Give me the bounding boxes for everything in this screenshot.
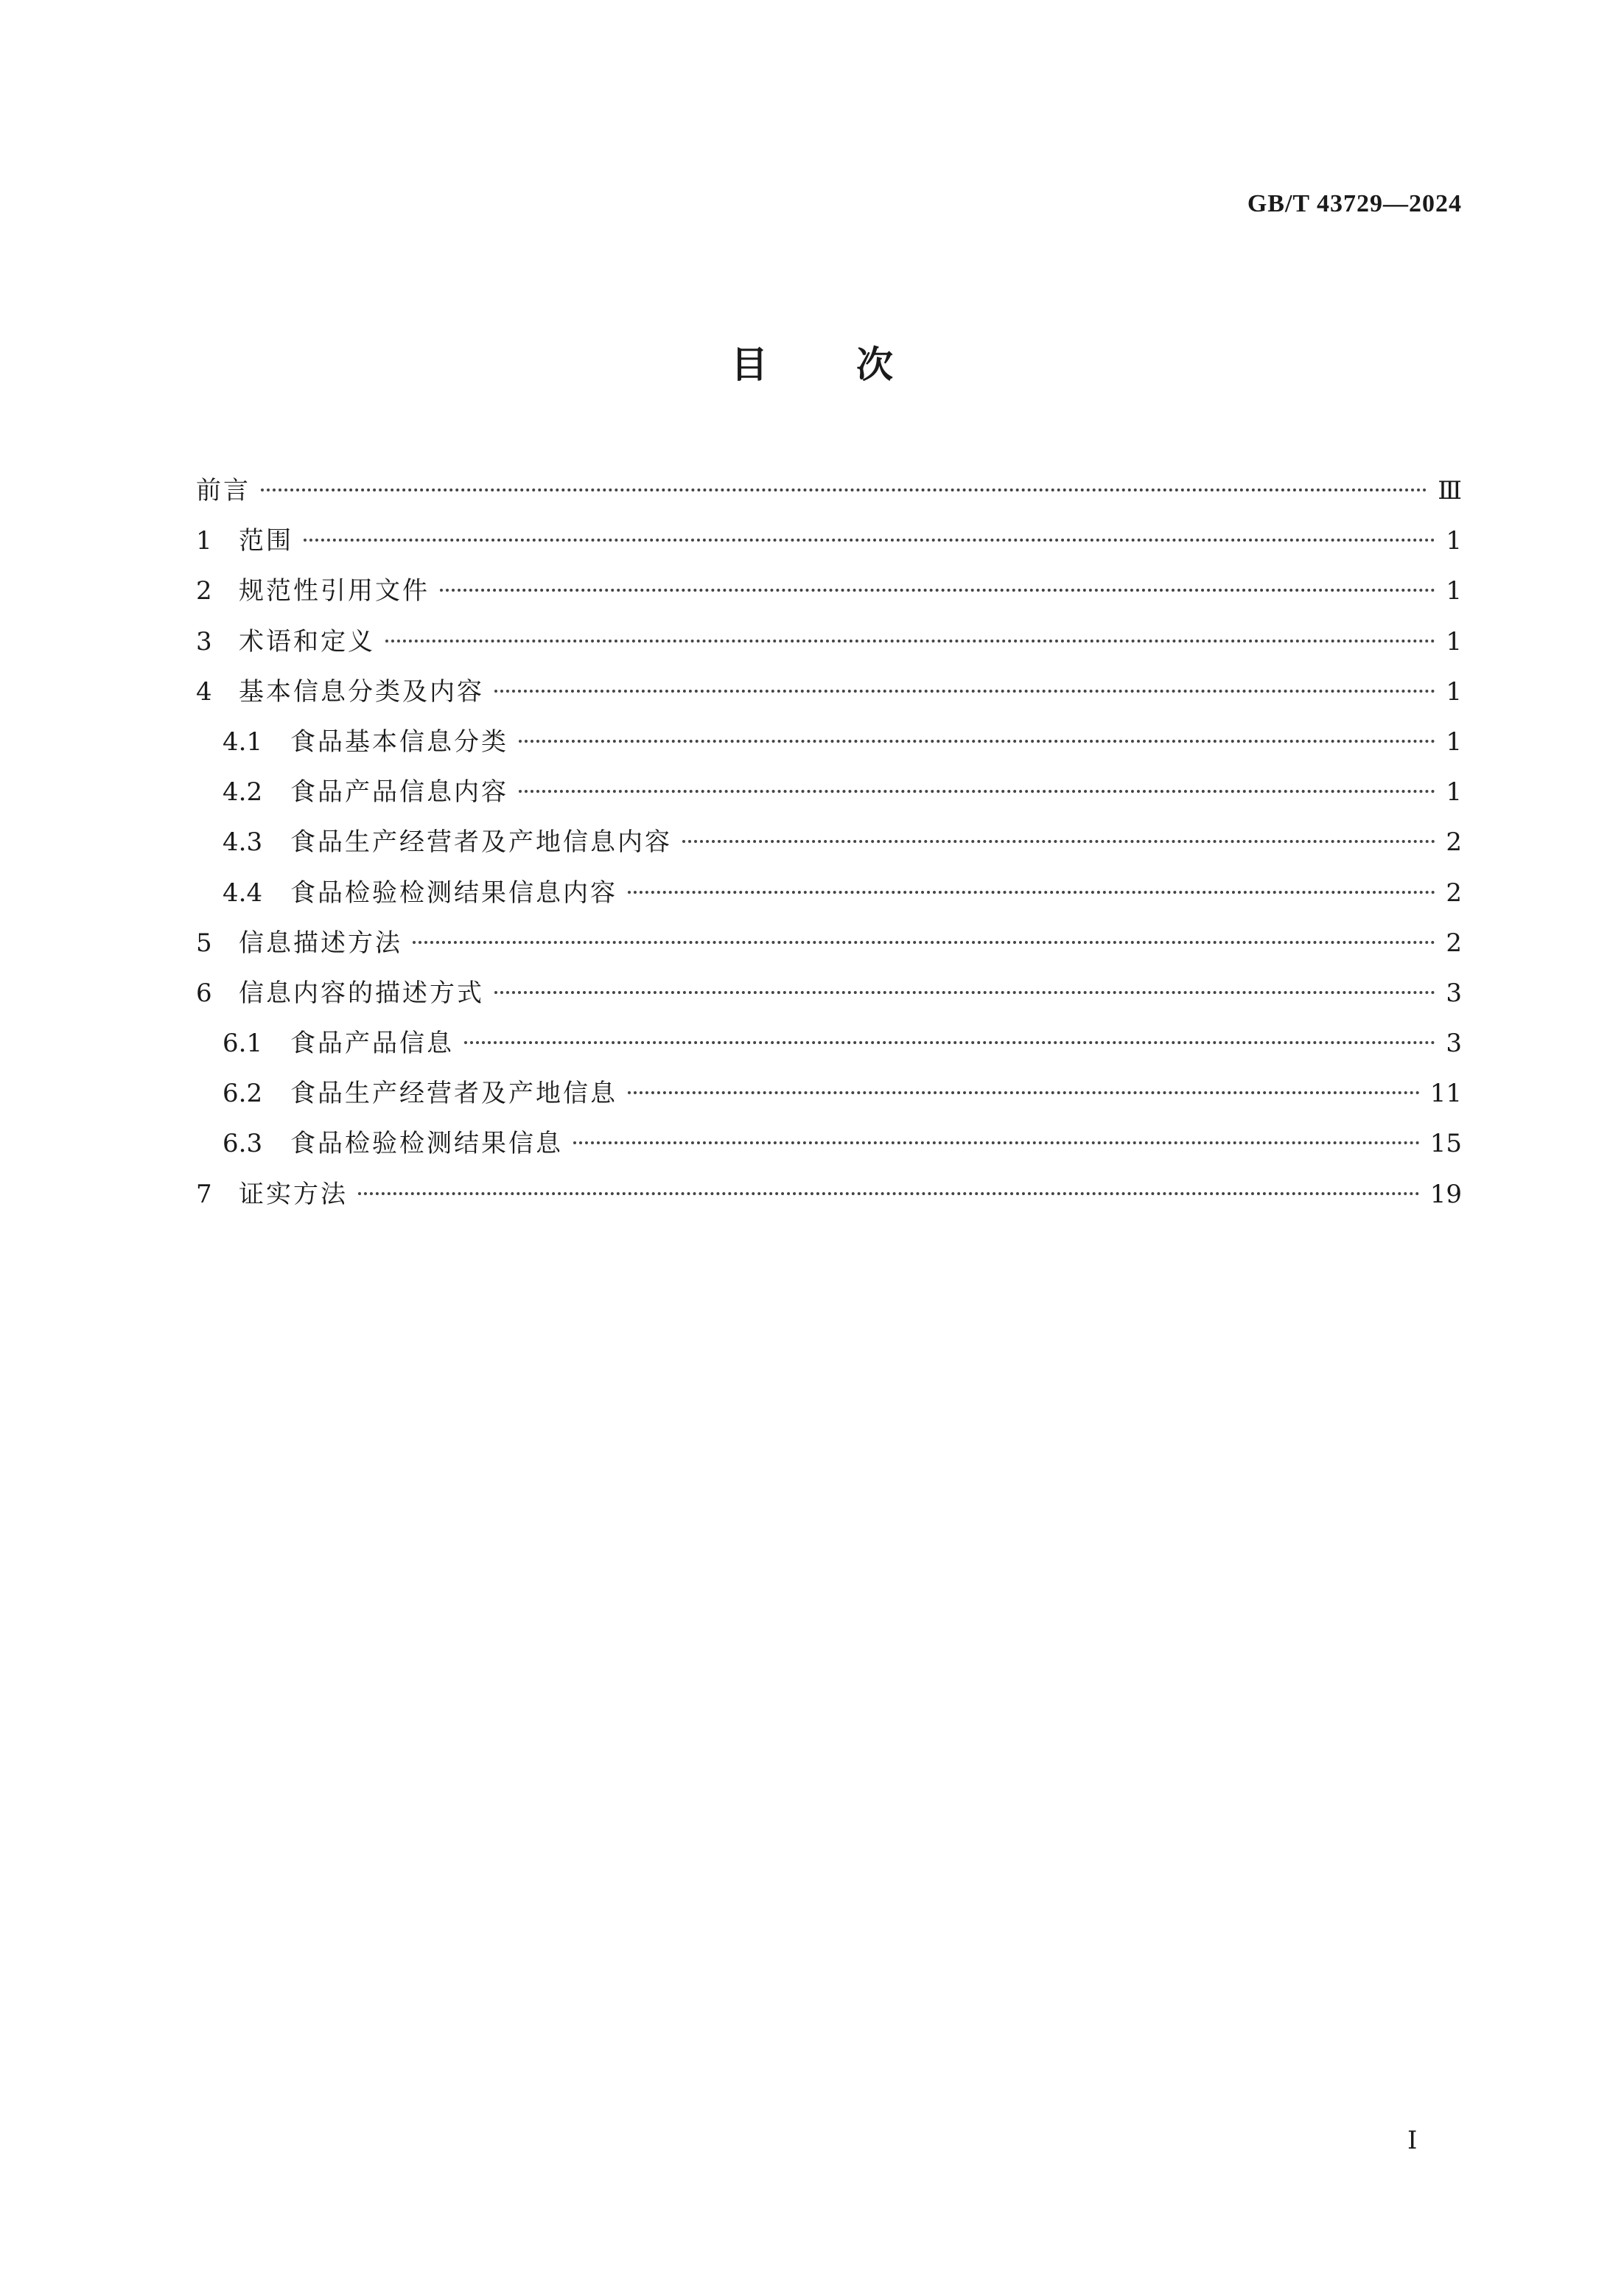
toc-dot-leader <box>628 891 1435 894</box>
toc-entry[interactable] <box>196 1068 1462 1119</box>
table-of-contents <box>196 466 1462 1219</box>
toc-dot-leader <box>358 1192 1420 1195</box>
toc-entry-page: 1 <box>1446 626 1462 657</box>
toc-entry-number: 4.4 <box>223 878 263 908</box>
toc-entry-number: 7 <box>196 1179 212 1209</box>
toc-entry-number: 5 <box>196 928 212 958</box>
toc-entry-label: 证实方法 <box>239 1179 348 1209</box>
toc-entry-number: 6.2 <box>223 1079 263 1109</box>
toc-entry-number: 4.2 <box>223 777 263 808</box>
toc-entry[interactable] <box>196 817 1462 867</box>
page-title: 目次 <box>731 343 981 386</box>
toc-entry[interactable] <box>196 566 1462 616</box>
toc-entry-page: 2 <box>1446 878 1462 908</box>
toc-entry-number: 1 <box>196 526 212 556</box>
toc-entry-page: 1 <box>1446 576 1462 606</box>
page-number: I <box>1407 2126 1418 2155</box>
toc-entry[interactable] <box>196 1169 1462 1219</box>
toc-entry[interactable] <box>196 1119 1462 1169</box>
toc-entry-number: 2 <box>196 576 212 606</box>
toc-entry-label: 食品生产经营者及产地信息内容 <box>290 827 672 858</box>
toc-entry-label: 规范性引用文件 <box>239 576 430 606</box>
toc-entry-page: 3 <box>1446 1029 1462 1059</box>
toc-entry-page: Ⅲ <box>1438 476 1462 505</box>
toc-entry-label: 食品基本信息分类 <box>290 727 508 757</box>
toc-entry-number: 6.3 <box>223 1129 263 1159</box>
toc-dot-leader <box>573 1141 1420 1144</box>
toc-entry[interactable] <box>196 516 1462 566</box>
toc-entry-page: 1 <box>1446 526 1462 556</box>
toc-dot-leader <box>628 1091 1420 1094</box>
toc-entry-page: 15 <box>1429 1129 1462 1159</box>
toc-entry-label: 食品生产经营者及产地信息 <box>290 1079 617 1109</box>
toc-entry[interactable] <box>196 868 1462 918</box>
toc-entry-label: 信息内容的描述方式 <box>239 978 484 1008</box>
toc-entry[interactable] <box>196 918 1462 968</box>
toc-entry-number: 6.1 <box>223 1029 263 1059</box>
toc-entry-page: 1 <box>1446 727 1462 757</box>
toc-dot-leader <box>519 790 1435 793</box>
toc-dot-leader <box>494 991 1435 994</box>
toc-entry-label: 范围 <box>239 526 293 556</box>
toc-entry-label: 信息描述方法 <box>239 928 402 958</box>
toc-dot-leader <box>494 690 1435 693</box>
toc-entry[interactable] <box>196 1018 1462 1068</box>
toc-dot-leader <box>440 589 1435 592</box>
toc-entry-label: 食品检验检测结果信息 <box>290 1129 563 1159</box>
toc-entry[interactable] <box>196 667 1462 717</box>
toc-dot-leader <box>682 840 1435 843</box>
toc-entry-page: 11 <box>1429 1079 1462 1109</box>
toc-dot-leader <box>519 740 1435 743</box>
toc-dot-leader <box>413 941 1435 944</box>
toc-entry[interactable] <box>196 717 1462 767</box>
toc-entry[interactable] <box>196 617 1462 667</box>
toc-entry-number: 4.1 <box>223 727 263 757</box>
toc-entry-number: 4.3 <box>223 827 263 858</box>
toc-entry-page: 1 <box>1446 777 1462 808</box>
toc-entry-page: 19 <box>1429 1179 1462 1209</box>
toc-entry-page: 2 <box>1446 827 1462 858</box>
toc-entry-label: 食品产品信息内容 <box>290 777 508 808</box>
toc-entry-page: 2 <box>1446 928 1462 958</box>
toc-entry-label: 食品产品信息 <box>290 1029 454 1059</box>
toc-dot-leader <box>385 640 1435 643</box>
toc-dot-leader <box>304 539 1435 542</box>
standard-number: GB/T 43729—2024 <box>1247 190 1462 217</box>
toc-entry-label: 基本信息分类及内容 <box>239 676 484 707</box>
toc-entry[interactable] <box>196 968 1462 1018</box>
toc-entry-label: 食品检验检测结果信息内容 <box>290 878 617 908</box>
toc-entry-page: 1 <box>1446 676 1462 707</box>
toc-entry-page: 3 <box>1446 978 1462 1008</box>
toc-dot-leader <box>464 1041 1435 1044</box>
toc-entry-label: 术语和定义 <box>239 626 375 657</box>
toc-entry[interactable] <box>196 767 1462 817</box>
toc-entry[interactable] <box>196 466 1462 516</box>
toc-entry-label: 前言 <box>196 476 251 505</box>
toc-entry-number: 4 <box>196 676 212 707</box>
toc-entry-number: 6 <box>196 978 212 1008</box>
toc-entry-number: 3 <box>196 626 212 657</box>
toc-dot-leader <box>261 489 1427 491</box>
